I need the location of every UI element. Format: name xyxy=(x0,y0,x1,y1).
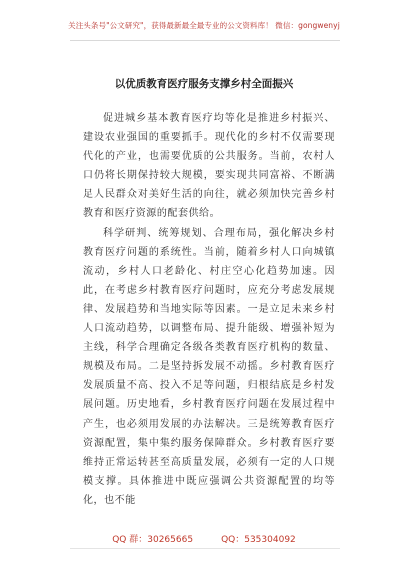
footer-contact xyxy=(0,532,408,545)
footer-qq: QQ：535304092 xyxy=(221,535,296,545)
document-title: 以优质教育医疗服务支撑乡村全面振兴 xyxy=(114,78,294,90)
document-body xyxy=(83,109,335,510)
header-divider xyxy=(70,40,340,41)
footer-divider xyxy=(70,548,340,549)
paragraph-2: 科学研判、统筹规划、合理布局，强化解决乡村教育医疗问题的系统性。当前，随着乡村人口向城镇流动，乡村人口老龄化、村庄空心化趋势加速。因此，在考虑乡村教育医疗问题时，应充分考虑发展规律、发展趋势和当地实际等因素。一是立足未来乡村人口流动趋势，以调整布局、提升能级、增强补短为主线，科学合理确定各级各类教育医疗机构的数量、规模及布局。二是坚持拆发展不动摇。乡村教育医疗发展质量不高、投入不足等问题，归根结底是乡村发展问题。历史地看，乡村教育医疗问题在发展过程中产生，也必须用发展的办法解决。三是统筹教育医疗资源配置，集中集约服务保障群众。乡村教育医疗要维持正常运转甚至高质量发展，必须有一定的人口规模支撑。具体推进中既应强调公共资源配置的均等化，也不能 xyxy=(83,227,335,506)
header-banner: 关注头条号"公文研究"，获得最新最全最专业的公文资料库！ 微信：gongwenyj xyxy=(68,21,340,30)
footer-qq-group: QQ 群：30265665 xyxy=(112,535,194,545)
paragraph-1: 促进城乡基本教育医疗均等化是推进乡村振兴、建设农业强国的重要抓手。现代化的乡村不仅需要现代化的产业，也需要优质的公共服务。当前，农村人口仍将长期保持较大规模，要实现共同富裕、不断满足人民群众对美好生活的向往，就必须加快完善乡村教育和医疗资源的配套供给。 xyxy=(83,113,335,220)
